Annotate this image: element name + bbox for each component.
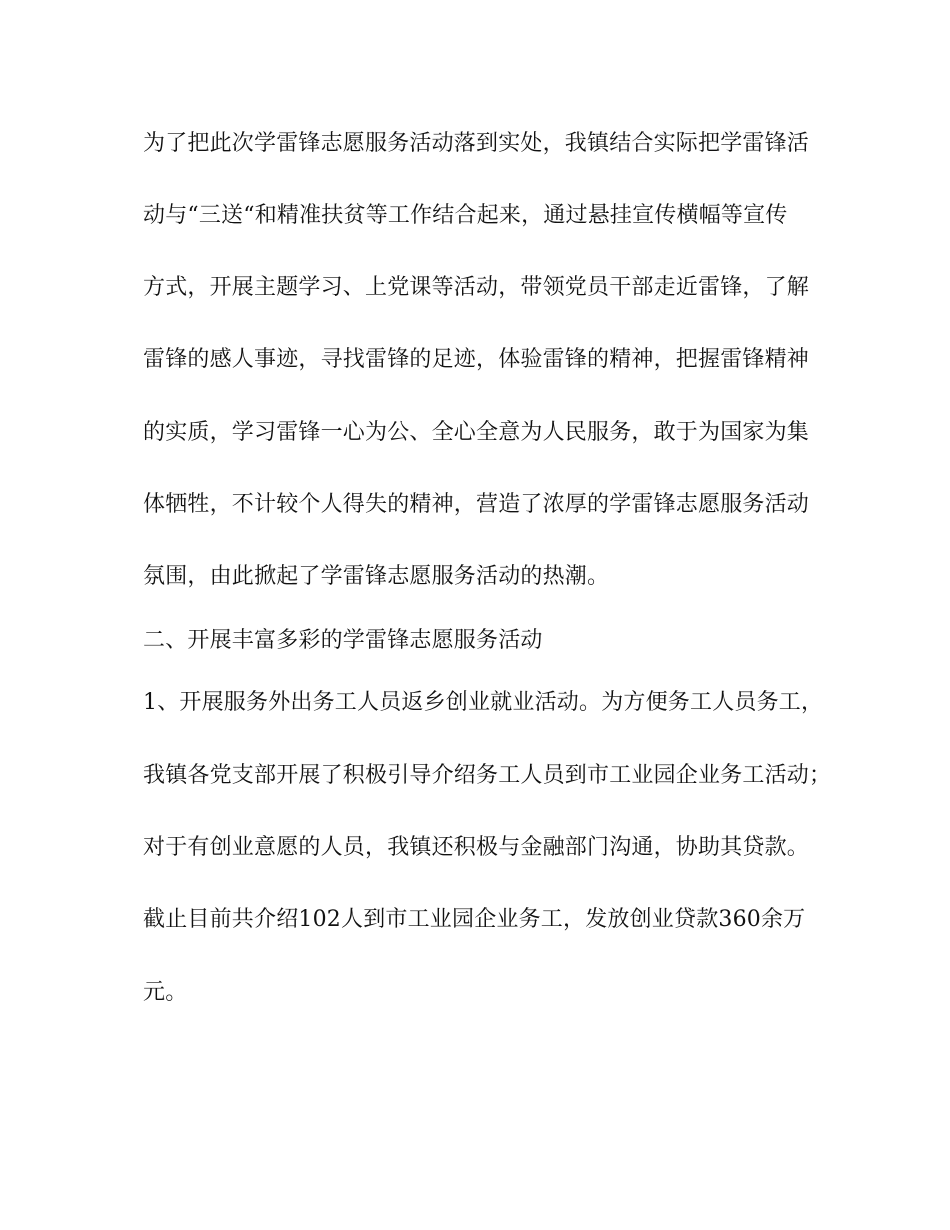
paragraph-line: 体牺牲，不计较个人得失的精神，营造了浓厚的学雷锋志愿服务活动 bbox=[143, 492, 810, 517]
paragraph-line: 氛围，由此掀起了学雷锋志愿服务活动的热潮。 bbox=[143, 564, 610, 589]
section-heading: 二、开展丰富多彩的学雷锋志愿服务活动 bbox=[143, 628, 543, 653]
paragraph-line: 1、开展服务外出务工人员返乡创业就业活动。为方便务工人员务工， bbox=[143, 690, 824, 715]
paragraph-line: 的实质，学习雷锋一心为公、全心全意为人民服务，敢于为国家为集 bbox=[143, 420, 810, 445]
paragraph-line: 我镇各党支部开展了积极引导介绍务工人员到市工业园企业务工活动； bbox=[143, 763, 832, 788]
paragraph-line: 方式，开展主题学习、上党课等活动，带领党员干部走近雷锋，了解 bbox=[143, 275, 810, 300]
paragraph-line: 动与“三送“和精准扶贫等工作结合起来，通过悬挂宣传横幅等宣传 bbox=[143, 203, 788, 228]
paragraph-line: 为了把此次学雷锋志愿服务活动落到实处，我镇结合实际把学雷锋活 bbox=[143, 131, 810, 156]
paragraph-line: 对于有创业意愿的人员，我镇还积极与金融部门沟通，协助其贷款。 bbox=[143, 835, 810, 860]
paragraph-line: 截止目前共介绍102人到市工业园企业务工，发放创业贷款360余万 bbox=[143, 907, 806, 932]
paragraph-line: 雷锋的感人事迹，寻找雷锋的足迹，体验雷锋的精神，把握雷锋精神 bbox=[143, 347, 810, 372]
paragraph-line: 元。 bbox=[143, 980, 188, 1005]
